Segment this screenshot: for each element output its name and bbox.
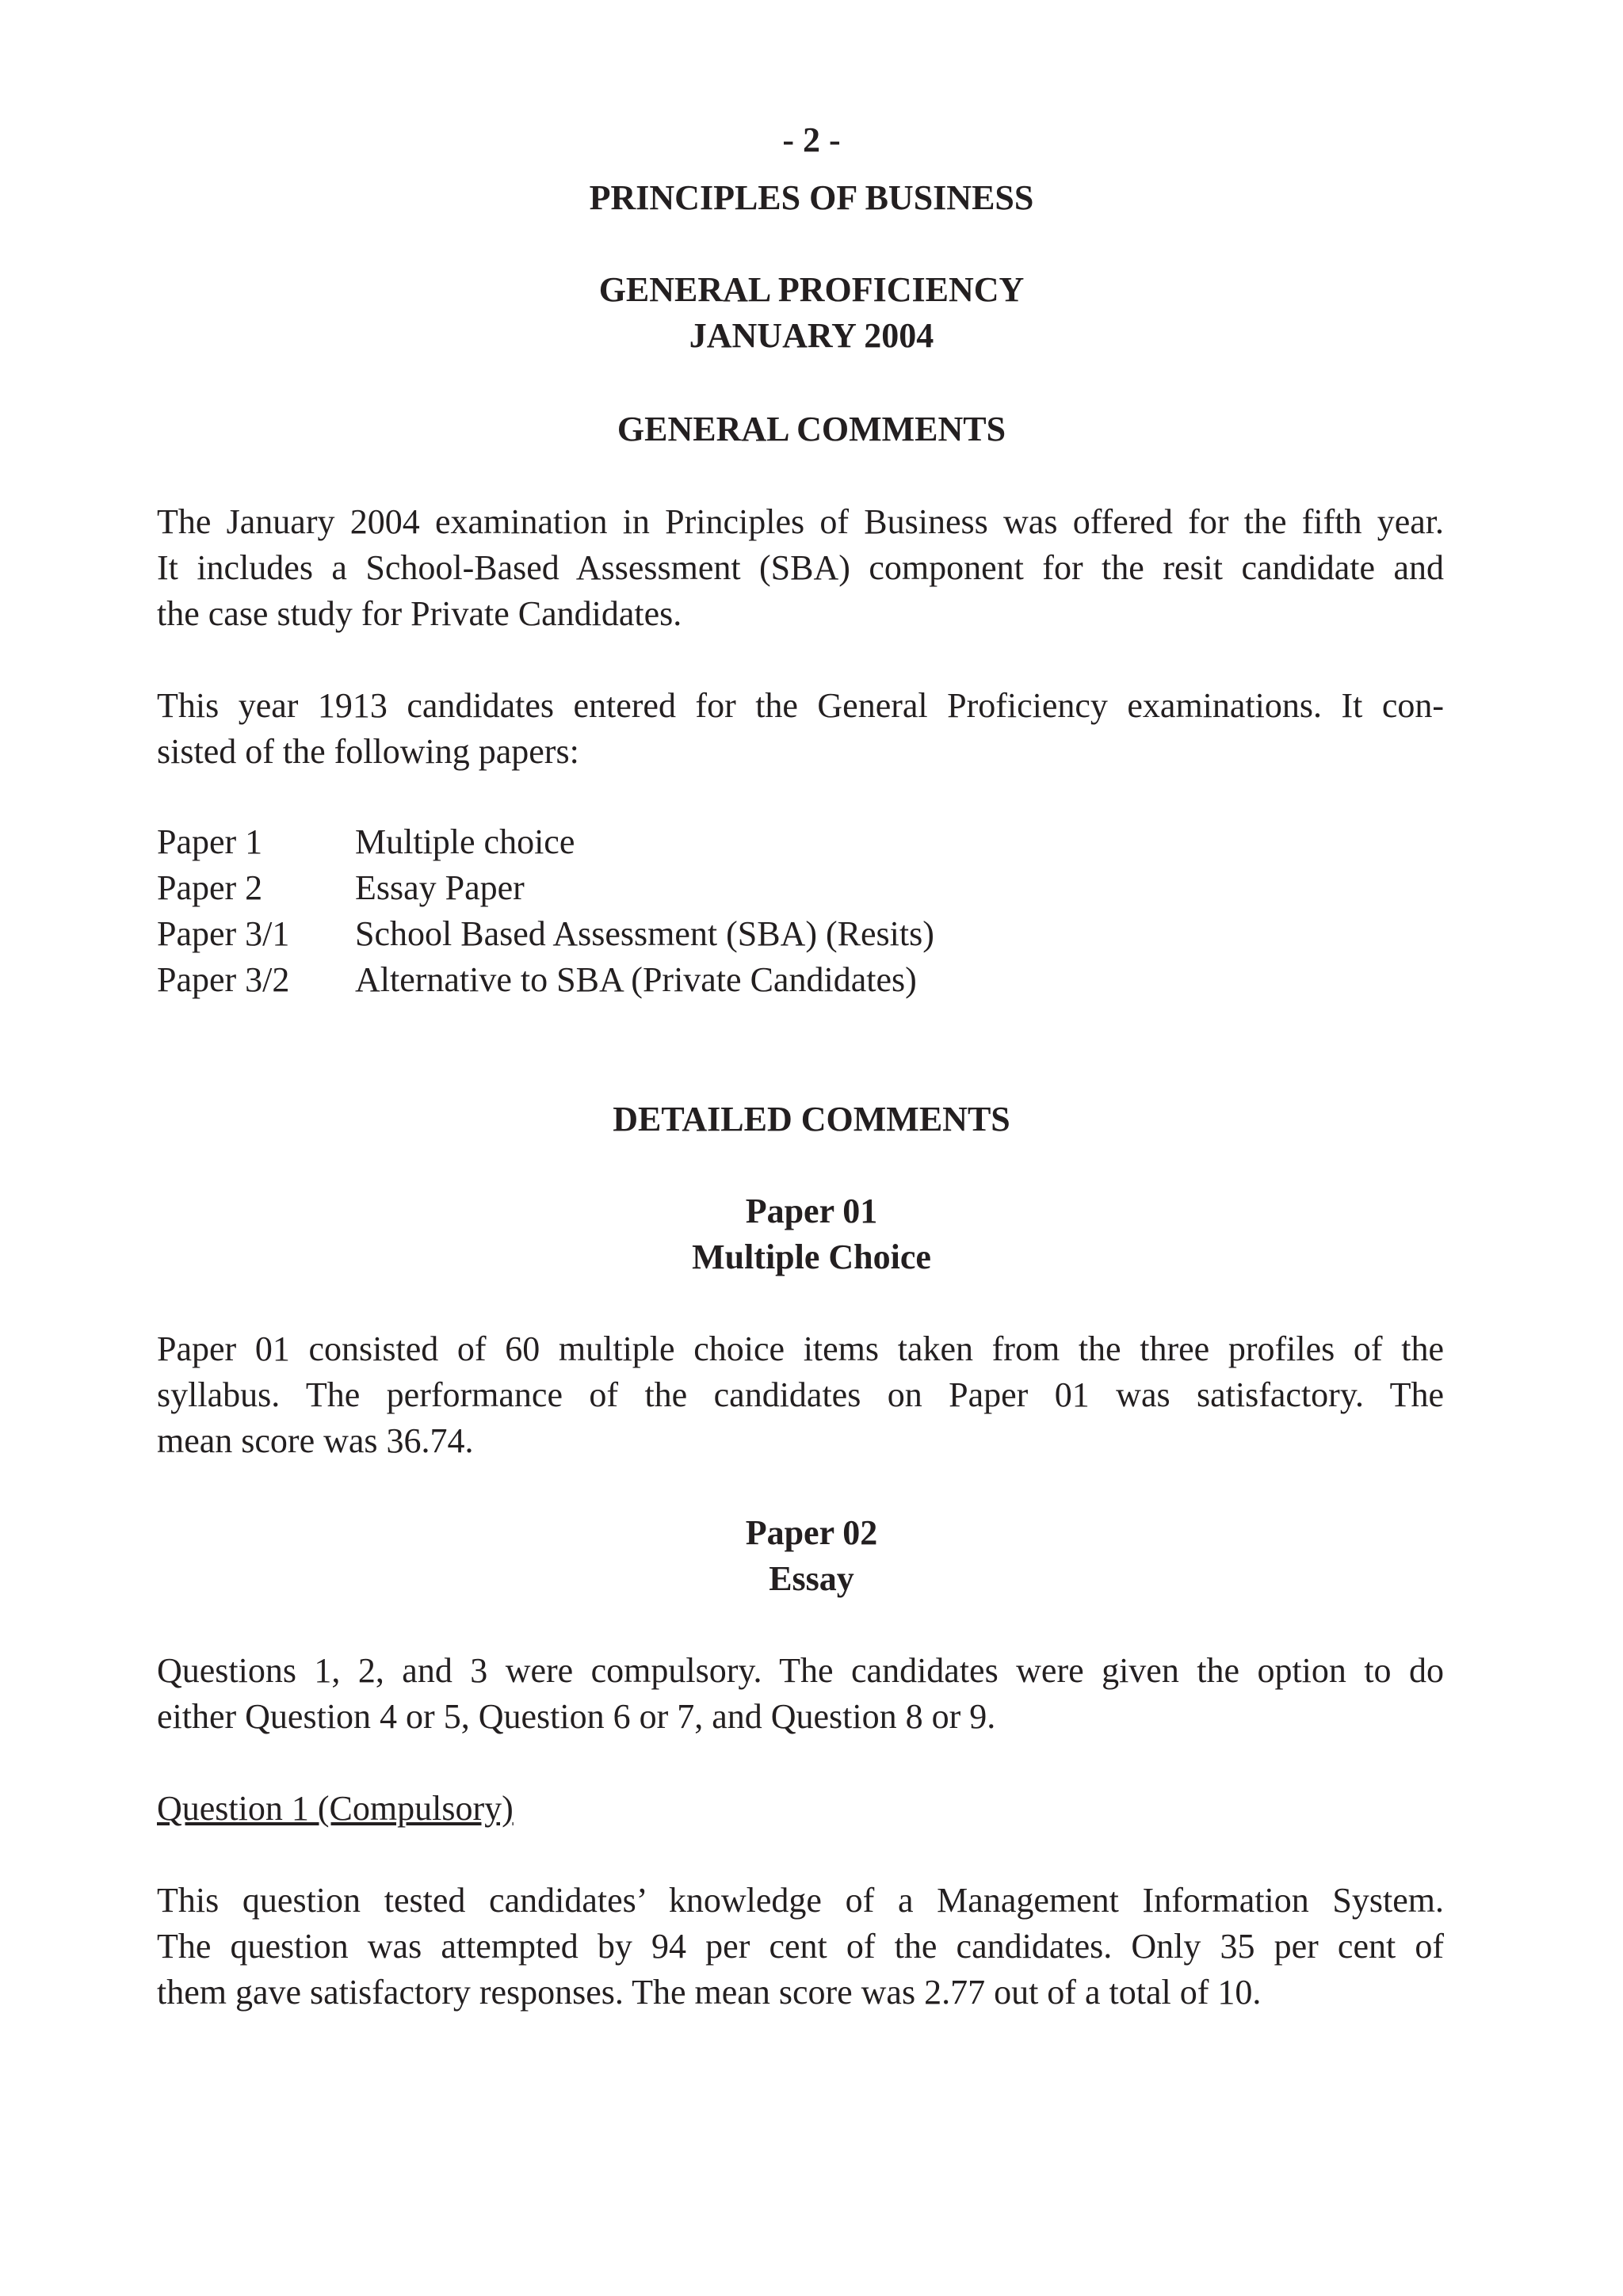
detailed-comments-heading: DETAILED COMMENTS: [613, 1100, 1010, 1138]
paper-code: Paper 2: [157, 868, 263, 907]
text-line: This year 1913 candidates entered for the General Proficiency examinations. It con-: [157, 686, 1444, 725]
paper-description: Essay Paper: [355, 868, 525, 907]
text-line: Paper 01 consisted of 60 multiple choice items taken from the three profiles of the: [157, 1329, 1444, 1368]
paper01-title: Paper 01: [745, 1192, 878, 1230]
paper02-title: Paper 02: [745, 1513, 878, 1552]
paper01-heading: [0, 1188, 1623, 1280]
session-title: JANUARY 2004: [689, 316, 934, 355]
paper-description: Multiple choice: [355, 822, 575, 861]
list-item: [157, 911, 934, 957]
subject-title: PRINCIPLES OF BUSINESS: [589, 178, 1034, 217]
paper02-heading: [0, 1510, 1623, 1602]
text-line: Questions 1, 2, and 3 were compulsory. The candidates were given the option to do: [157, 1651, 1444, 1690]
general-comments-paragraph-2: [157, 683, 1444, 775]
text-line: syllabus. The performance of the candidates on Paper 01 was satisfactory. The: [157, 1375, 1444, 1414]
text-line: sisted of the following papers:: [157, 732, 579, 771]
papers-list: [157, 819, 934, 1003]
text-line: them gave satisfactory responses. The mean score was 2.77 out of a total of 10.: [157, 1973, 1262, 2012]
text-line: This question tested candidates’ knowledge of a Management Information System.: [157, 1881, 1444, 1920]
paper01-subtitle: Multiple Choice: [692, 1238, 931, 1276]
text-line: It includes a School-Based Assessment (SBA) component for the resit candidate and: [157, 548, 1444, 587]
page-number: - 2 -: [782, 120, 841, 159]
paper-description: Alternative to SBA (Private Candidates): [355, 960, 917, 999]
question1-heading: Question 1 (Compulsory): [157, 1789, 514, 1828]
paper01-paragraph: [157, 1326, 1444, 1464]
paper02-paragraph: [157, 1648, 1444, 1740]
text-line: The question was attempted by 94 per cent of the candidates. Only 35 per cent of: [157, 1927, 1444, 1966]
question1-paragraph: [157, 1878, 1444, 2016]
list-item: [157, 865, 934, 911]
text-line: mean score was 36.74.: [157, 1421, 474, 1460]
list-item: [157, 819, 934, 865]
paper02-subtitle: Essay: [769, 1559, 854, 1598]
paper-code: Paper 3/2: [157, 960, 290, 999]
level-session-heading: [0, 267, 1623, 359]
paper-code: Paper 1: [157, 822, 263, 861]
list-item: [157, 957, 934, 1003]
paper-code: Paper 3/1: [157, 914, 290, 953]
general-comments-paragraph-1: [157, 499, 1444, 637]
text-line: the case study for Private Candidates.: [157, 594, 682, 633]
paper-description: School Based Assessment (SBA) (Resits): [355, 914, 934, 953]
text-line: either Question 4 or 5, Question 6 or 7, and Question 8 or 9.: [157, 1697, 996, 1736]
text-line: The January 2004 examination in Principles of Business was offered for the fifth year.: [157, 502, 1444, 541]
general-comments-heading: GENERAL COMMENTS: [617, 410, 1006, 448]
level-title: GENERAL PROFICIENCY: [598, 270, 1025, 309]
